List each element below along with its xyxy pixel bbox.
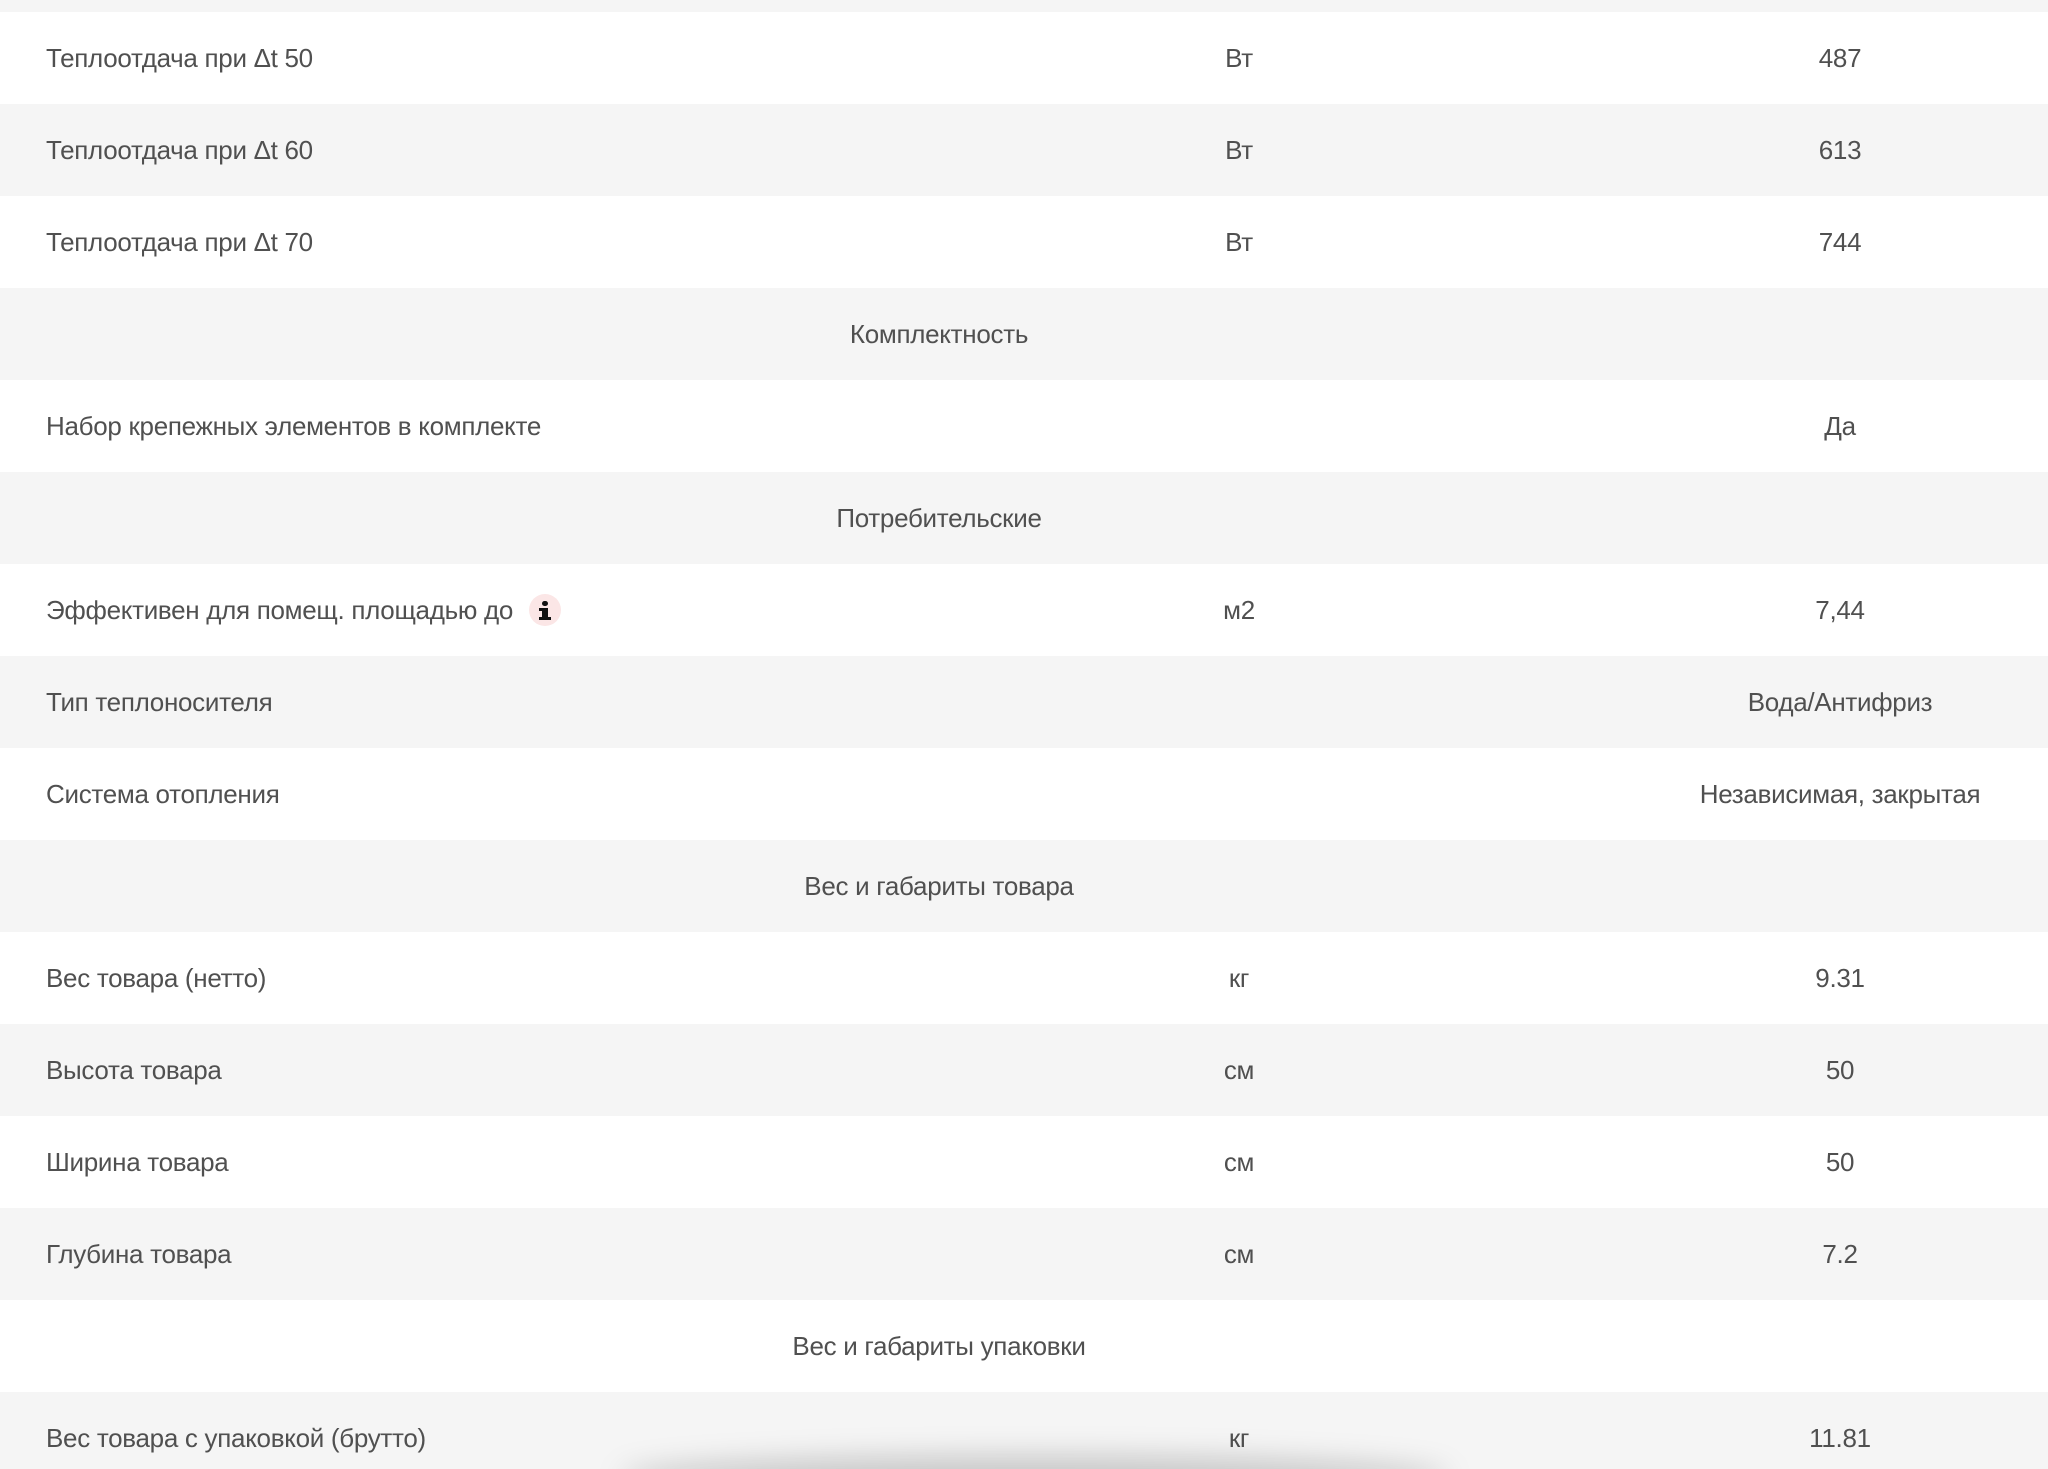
spec-name: Вес товара с упаковкой (брутто) <box>46 1423 426 1453</box>
section-header-row <box>0 840 2048 932</box>
spec-name: Набор крепежных элементов в комплекте <box>46 411 541 441</box>
spec-name: Теплоотдача при Δt 70 <box>46 227 313 257</box>
spec-unit: Вт <box>1225 227 1253 257</box>
spec-value: 50 <box>1825 1147 1855 1177</box>
spec-name-with-info <box>46 564 561 656</box>
section-header-row <box>0 288 2048 380</box>
spec-unit <box>1100 656 1378 748</box>
spec-unit: см <box>1223 1055 1255 1085</box>
spec-value: 9.31 <box>1815 963 1865 993</box>
spec-name: Теплоотдача при Δt 60 <box>46 135 313 165</box>
spec-value: 744 <box>1818 227 1862 257</box>
spec-name: Высота товара <box>46 1055 222 1085</box>
spec-value: Независимая, закрытая <box>1699 779 1981 809</box>
section-title: Комплектность <box>849 319 1029 349</box>
spec-row <box>0 656 2048 748</box>
spec-value: 50 <box>1825 1055 1855 1085</box>
spec-value: 487 <box>1818 43 1862 73</box>
spec-name: Система отопления <box>46 779 280 809</box>
spec-name: Тип теплоносителя <box>46 687 273 717</box>
section-title: Потребительские <box>836 503 1042 533</box>
spec-unit: кг <box>1228 963 1250 993</box>
section-header-row <box>0 1300 2048 1392</box>
section-header-row <box>0 472 2048 564</box>
spec-unit: см <box>1223 1147 1255 1177</box>
spec-name: Глубина товара <box>46 1239 232 1269</box>
spec-name: Вес товара (нетто) <box>46 963 267 993</box>
spec-row <box>0 564 2048 656</box>
spec-row <box>0 1208 2048 1300</box>
spec-value: Да <box>1824 411 1856 441</box>
spec-row <box>0 1392 2048 1469</box>
spec-row <box>0 196 2048 288</box>
spec-name: Ширина товара <box>46 1147 229 1177</box>
spec-row <box>0 380 2048 472</box>
specifications-table <box>0 12 2048 1469</box>
spec-unit: кг <box>1228 1423 1250 1453</box>
spec-value: 7,44 <box>1815 595 1865 625</box>
section-title: Вес и габариты товара <box>804 871 1074 901</box>
spec-row <box>0 104 2048 196</box>
spec-value: 7.2 <box>1822 1239 1858 1269</box>
spec-name: Эффективен для помещ. площадью до <box>46 595 513 625</box>
spec-row <box>0 12 2048 104</box>
spec-row <box>0 1024 2048 1116</box>
section-title: Вес и габариты упаковки <box>792 1331 1086 1361</box>
spec-value: 613 <box>1818 135 1862 165</box>
spec-value: Вода/Антифриз <box>1747 687 1933 717</box>
spec-unit: Вт <box>1225 43 1253 73</box>
spec-name: Теплоотдача при Δt 50 <box>46 43 313 73</box>
info-icon[interactable] <box>529 594 561 626</box>
spec-row <box>0 748 2048 840</box>
spec-row <box>0 932 2048 1024</box>
spec-unit: см <box>1223 1239 1255 1269</box>
spec-row <box>0 1116 2048 1208</box>
spec-unit <box>1100 380 1378 472</box>
spec-unit: м2 <box>1223 595 1255 625</box>
spec-value: 11.81 <box>1809 1423 1871 1453</box>
spec-unit <box>1100 748 1378 840</box>
spec-unit: Вт <box>1225 135 1253 165</box>
